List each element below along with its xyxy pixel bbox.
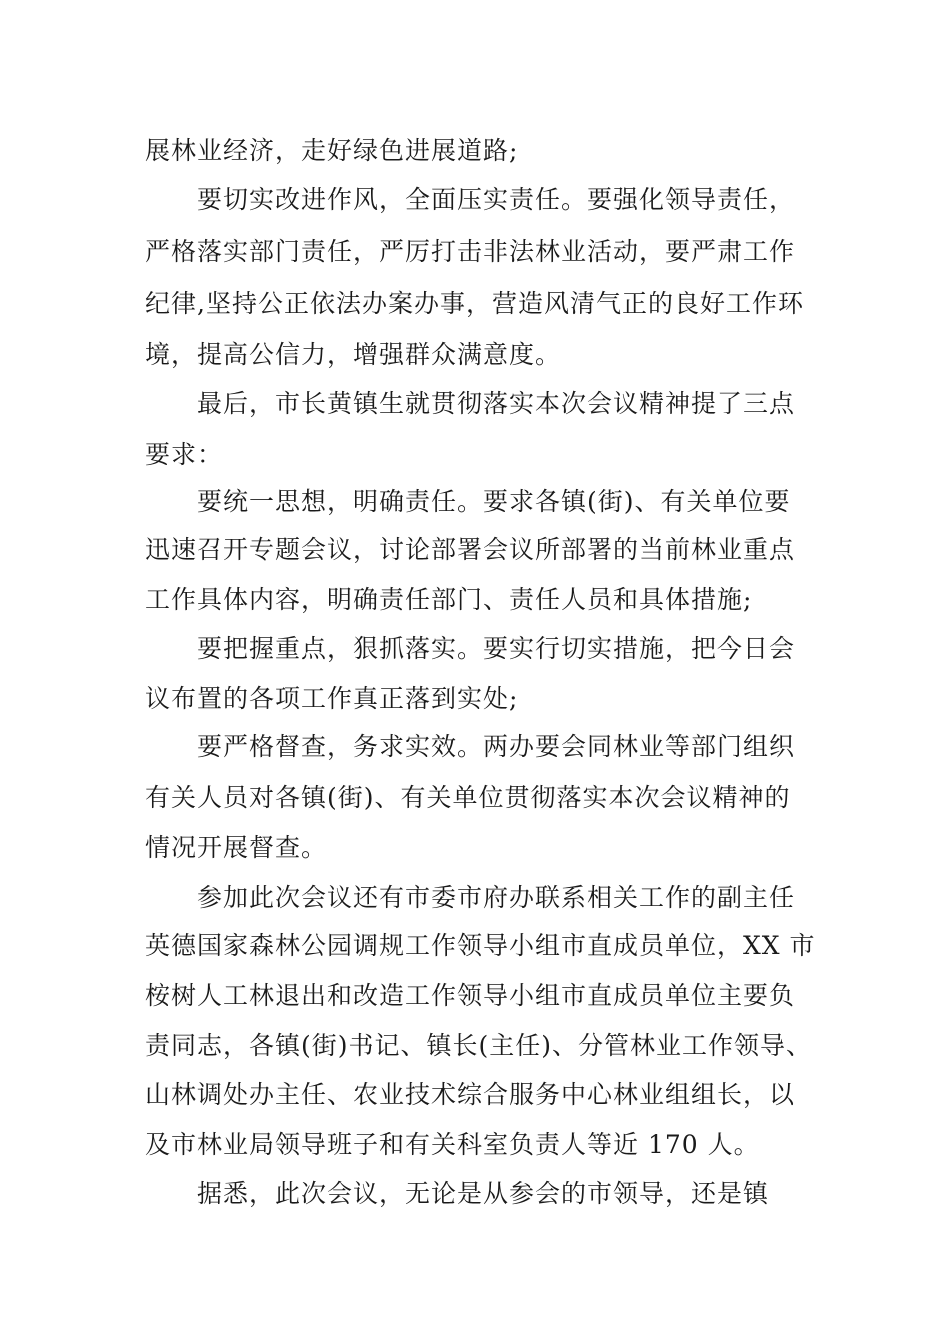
text-line: 要切实改进作风，全面压实责任。要强化领导责任， — [197, 185, 796, 214]
text-line: 及市林业局领导班子和有关科室负责人等近 170 人。 — [145, 1130, 760, 1159]
text-line: 责同志，各镇(街)书记、镇长(主任)、分管林业工作领导、 — [145, 1031, 813, 1060]
text-line: 议布置的各项工作真正落到实处; — [145, 684, 519, 713]
text-line: 山林调处办主任、农业技术综合服务中心林业组组长，以 — [145, 1080, 796, 1109]
text-line: 展林业经济，走好绿色进展道路; — [145, 136, 519, 165]
text-line: 要把握重点，狠抓落实。要实行切实措施，把今日会 — [197, 634, 796, 663]
text-line: 严格落实部门责任，严厉打击非法林业活动，要严肃工作 — [145, 237, 796, 266]
text-line: 要严格督查，务求实效。两办要会同林业等部门组织 — [197, 732, 796, 761]
text-line: 英德国家森林公园调规工作领导小组市直成员单位，XX 市 — [145, 931, 816, 960]
text-line: 迅速召开专题会议，讨论部署会议所部署的当前林业重点 — [145, 535, 796, 564]
text-line: 要统一思想，明确责任。要求各镇(街)、有关单位要 — [197, 487, 791, 516]
text-line: 纪律,坚持公正依法办案办事，营造风清气正的良好工作环 — [145, 289, 804, 318]
text-line: 有关人员对各镇(街)、有关单位贯彻落实本次会议精神的 — [145, 783, 791, 812]
text-line: 参加此次会议还有市委市府办联系相关工作的副主任 — [197, 883, 796, 912]
text-line: 境，提高公信力，增强群众满意度。 — [145, 340, 562, 369]
text-line: 最后，市长黄镇生就贯彻落实本次会议精神提了三点 — [197, 389, 796, 418]
text-line: 桉树人工林退出和改造工作领导小组市直成员单位主要负 — [145, 981, 796, 1010]
text-line: 要求： — [145, 440, 224, 469]
text-line: 据悉，此次会议，无论是从参会的市领导，还是镇 — [197, 1179, 770, 1208]
text-line: 情况开展督查。 — [145, 833, 328, 862]
text-line: 工作具体内容，明确责任部门、责任人员和具体措施; — [145, 585, 753, 614]
